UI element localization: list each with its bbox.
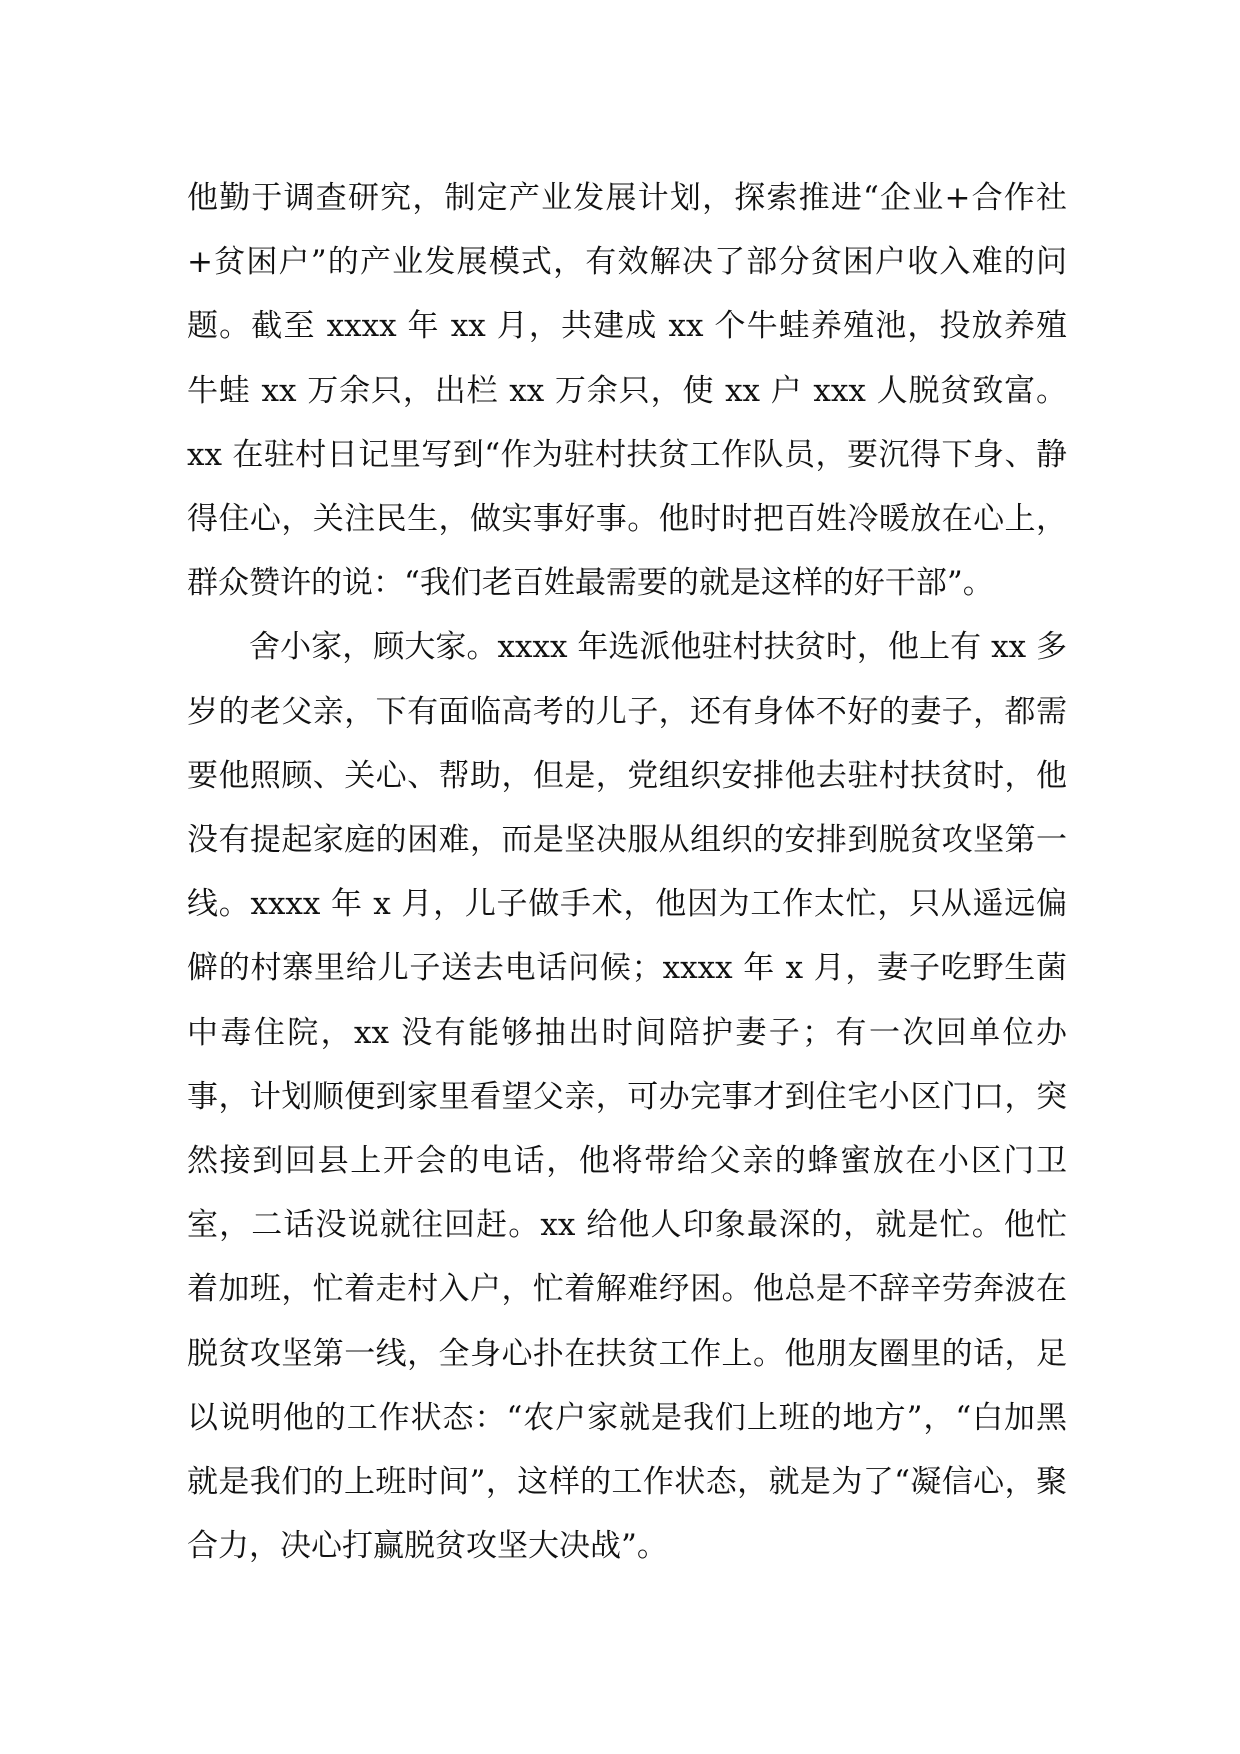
paragraph: 舍小家，顾大家。xxxx 年选派他驻村扶贫时，他上有 xx 多岁的老父亲，下有面临高考的儿子，还有身体不好的妻子，都需要他照顾、关心、帮助，但是，党组织安排他去驻村扶贫时，他没有提起家庭的困难，而是坚决服从组织的安排到脱贫攻坚第一线。xxxx 年 x 月，儿子做手术，他因为工作太忙，只从遥远偏僻的村寨里给儿子送去电话问候；xxxx 年 x 月，妻子吃野生菌中毒住院，xx 没有能够抽出时间陪护妻子；有一次回单位办事，计划顺便到家里看望父亲，可办完事才到住宅小区门口，突然接到回县上开会的电话，他将带给父亲的蜂蜜放在小区门卫室，二话没说就往回赶。xx 给他人印象最深的，就是忙。他忙着加班，忙着走村入户，忙着解难纾困。他总是不辞辛劳奔波在脱贫攻坚第一线，全身心扑在扶贫工作上。他朋友圈里的话，足以说明他的工作状态：“农户家就是我们上班的地方”，“白加黑就是我们的上班时间”，这样的工作状态，就是为了“凝信心，聚合力，决心打赢脱贫攻坚大决战”。	[187, 629, 1067, 1565]
paragraph: 他勤于调查研究，制定产业发展计划，探索推进“企业+合作社+贫困户”的产业发展模式，有效解决了部分贫困户收入难的问题。截至 xxxx 年 xx 月，共建成 xx 个牛蛙养殖池，投放养殖牛蛙 xx 万余只，出栏 xx 万余只，使 xx 户 xxx 人脱贫致富。xx 在驻村日记里写到“作为驻村扶贫工作队员，要沉得下身、静得住心，关注民生，做实事好事。他时时把百姓冷暖放在心上，群众赞许的说：“我们老百姓最需要的就是这样的好干部”。	[187, 180, 1067, 602]
document-body	[187, 166, 1067, 1578]
